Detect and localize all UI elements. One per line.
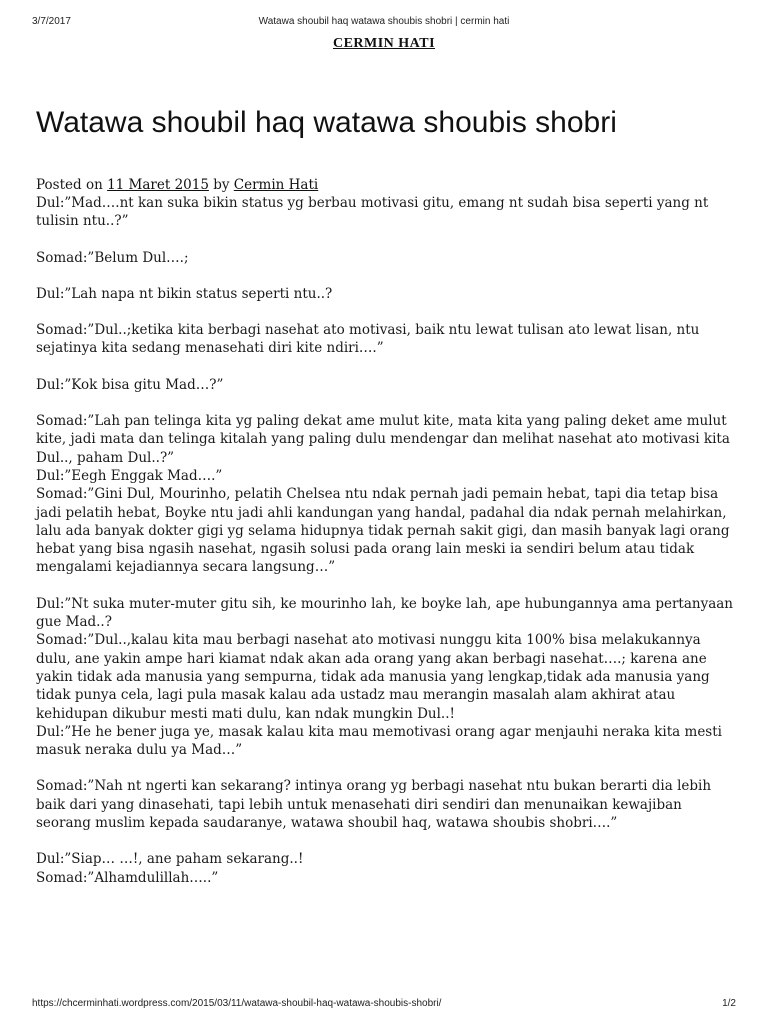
by-label: by bbox=[208, 177, 234, 193]
print-header bbox=[32, 16, 736, 30]
dialogue-line: Somad:”Dul..,kalau kita mau berbagi nasehat ato motivasi nunggu kita 100% bisa melakukannya dulu, ane yakin ampe hari kiamat ndak akan ada orang yang akan berbagi nasehat….; karena ane yakin tidak ada manusia yang sempurna, tidak ada manusia yang lengkap,tidak ada manusia yang tidak punya cela, lagi pula masak kalau ada ustadz mau merangin masalah alam akhirat atau kehidupan dikubur mesti mati dulu, kan ndak mungkin Dul..! bbox=[36, 632, 714, 722]
post-content bbox=[36, 194, 738, 887]
paragraph bbox=[36, 285, 738, 303]
posted-on-label: Posted on bbox=[36, 177, 108, 193]
print-footer bbox=[32, 998, 736, 1012]
print-url: https://chcerminhati.wordpress.com/2015/03/11/watawa-shoubil-haq-watawa-shoubis-shobri/ bbox=[32, 998, 442, 1009]
dialogue-line: Somad:”Lah pan telinga kita yg paling dekat ame mulut kite, mata kita yang paling deket ame mulut kite, jadi mata dan telinga kitalah yang paling dulu mendengar dan melihat nasehat ato motivasi kita Dul.., paham Dul..?” bbox=[36, 413, 735, 466]
paragraph bbox=[36, 595, 738, 760]
paragraph bbox=[36, 777, 738, 832]
dialogue-line: Dul:”Kok bisa gitu Mad…?” bbox=[36, 376, 224, 393]
dialogue-line: Dul:”Mad….nt kan suka bikin status yg berbau motivasi gitu, emang nt sudah bisa seperti yang nt tulisin ntu..?” bbox=[36, 195, 713, 230]
site-title-link[interactable]: CERMIN HATI bbox=[332, 36, 436, 51]
dialogue-line: Somad:”Dul..;ketika kita berbagi nasehat ato motivasi, baik ntu lewat tulisan ato lewat lisan, ntu sejatinya kita sedang menasehati diri kite ndiri….” bbox=[36, 322, 704, 357]
dialogue-line: Somad:”Gini Dul, Mourinho, pelatih Chelsea ntu ndak pernah jadi pemain hebat, tapi dia tetap bisa jadi pelatih hebat, Boyke ntu jadi ahli kandungan yang handal, padahal dia ndak pernah melahirkan, lalu ada banyak dokter gigi yg selama hidupnya tidak pernah sakit gigi, dan masih banyak lagi orang hebat yang bisa ngasih nasehat, ngasih solusi pada orang lain meski ia sendiri belum atau tidak mengalami kejadiannya secara langsung…” bbox=[36, 486, 734, 576]
print-page-title: Watawa shoubil haq watawa shoubis shobri | cermin hati bbox=[258, 16, 510, 27]
paragraph bbox=[36, 376, 738, 394]
author-link[interactable]: Cermin Hati bbox=[233, 177, 319, 193]
paragraph bbox=[36, 249, 738, 267]
print-page-number: 1/2 bbox=[722, 998, 736, 1009]
paragraph bbox=[36, 321, 738, 358]
dialogue-line: Dul:”Siap… …!, ane paham sekarang..! bbox=[36, 851, 304, 868]
dialogue-line: Dul:”Nt suka muter-muter gitu sih, ke mourinho lah, ke boyke lah, ape hubungannya ama pertanyaan gue Mad..? bbox=[36, 595, 738, 631]
paragraph bbox=[36, 412, 738, 577]
paragraph bbox=[36, 194, 738, 231]
dialogue-line: Dul:”Eegh Enggak Mad….” bbox=[36, 467, 223, 484]
post-title: Watawa shoubil haq watawa shoubis shobri bbox=[36, 106, 617, 139]
print-date: 3/7/2017 bbox=[32, 16, 71, 27]
dialogue-line: Somad:”Alhamdulillah…..” bbox=[36, 869, 219, 886]
dialogue-line: Somad:”Nah nt ngerti kan sekarang? intinya orang yg berbagi nasehat ntu bukan berarti dia lebih baik dari yang dinasehati, tapi lebih untuk menasehati diri sendiri dan menunaikan kewajiban seorang muslim kepada saudaranye, watawa shoubil haq, watawa shoubis shobri….” bbox=[36, 778, 716, 832]
post-date-link[interactable]: 11 Maret 2015 bbox=[107, 177, 209, 193]
dialogue-line: Somad:”Belum Dul….; bbox=[36, 249, 189, 266]
dialogue-line: Dul:”Lah napa nt bikin status seperti ntu..? bbox=[36, 285, 333, 302]
dialogue-line: Dul:”He he bener juga ye, masak kalau kita mau memotivasi orang agar menjauhi neraka kita mesti masuk neraka dulu ya Mad…” bbox=[36, 723, 727, 759]
paragraph bbox=[36, 850, 738, 887]
post-meta bbox=[36, 176, 732, 194]
